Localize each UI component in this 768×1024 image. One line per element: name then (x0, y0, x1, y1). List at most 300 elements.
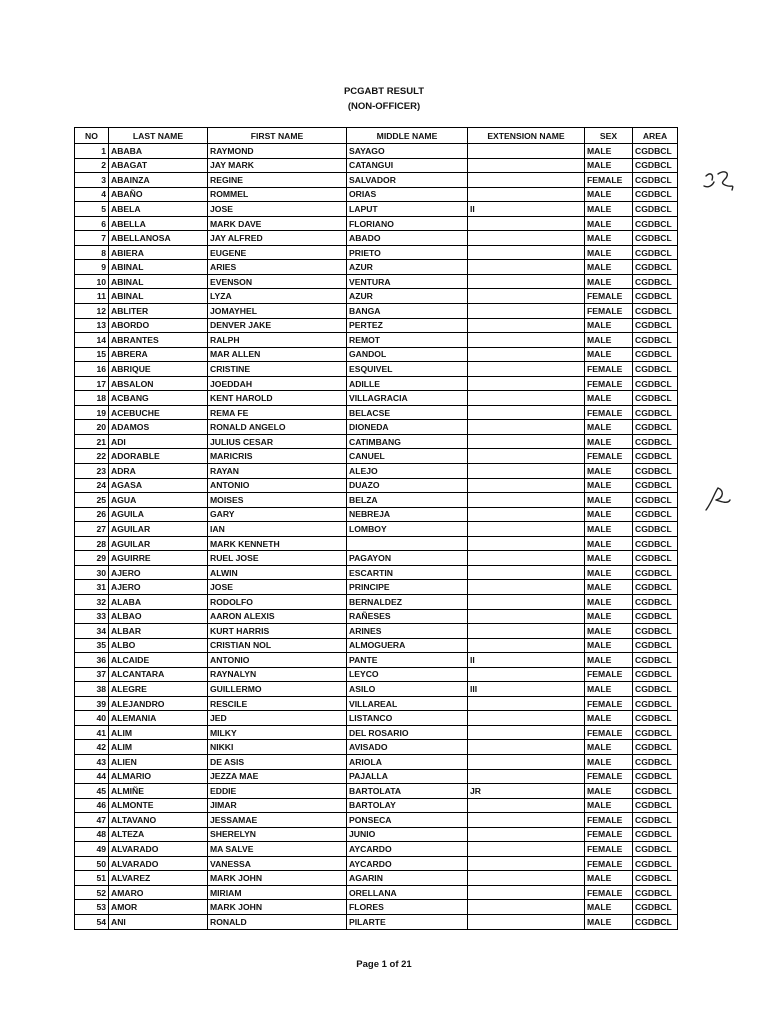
cell-first-name: RODOLFO (208, 594, 347, 609)
cell-last-name: ALVARADO (109, 842, 208, 857)
cell-no: 17 (75, 376, 109, 391)
cell-area: CGDBCL (633, 813, 678, 828)
cell-first-name: MARK JOHN (208, 900, 347, 915)
cell-no: 34 (75, 624, 109, 639)
cell-last-name: ABELLA (109, 216, 208, 231)
cell-extension-name (468, 696, 585, 711)
cell-no: 28 (75, 536, 109, 551)
cell-sex: MALE (585, 187, 633, 202)
cell-last-name: ABAGAT (109, 158, 208, 173)
cell-area: CGDBCL (633, 304, 678, 319)
cell-last-name: AGUA (109, 493, 208, 508)
cell-extension-name (468, 216, 585, 231)
cell-last-name: ABLITER (109, 304, 208, 319)
cell-middle-name: BERNALDEZ (347, 594, 468, 609)
cell-extension-name (468, 464, 585, 479)
cell-last-name: ABELLANOSA (109, 231, 208, 246)
cell-no: 13 (75, 318, 109, 333)
cell-last-name: ADAMOS (109, 420, 208, 435)
cell-last-name: ALIM (109, 740, 208, 755)
cell-middle-name: ALMOGUERA (347, 638, 468, 653)
cell-sex: MALE (585, 245, 633, 260)
cell-sex: MALE (585, 798, 633, 813)
cell-last-name: ALVAREZ (109, 871, 208, 886)
cell-sex: MALE (585, 347, 633, 362)
cell-extension-name (468, 711, 585, 726)
cell-no: 24 (75, 478, 109, 493)
cell-middle-name: AYCARDO (347, 842, 468, 857)
table-row (75, 813, 678, 828)
table-row (75, 740, 678, 755)
cell-no: 6 (75, 216, 109, 231)
cell-extension-name: II (468, 202, 585, 217)
cell-no: 46 (75, 798, 109, 813)
cell-first-name: RESCILE (208, 696, 347, 711)
cell-middle-name: LAPUT (347, 202, 468, 217)
cell-first-name: KURT HARRIS (208, 624, 347, 639)
cell-first-name: AARON ALEXIS (208, 609, 347, 624)
cell-no: 2 (75, 158, 109, 173)
cell-last-name: ABORDO (109, 318, 208, 333)
cell-first-name: GUILLERMO (208, 682, 347, 697)
cell-first-name: JAY MARK (208, 158, 347, 173)
cell-extension-name (468, 827, 585, 842)
cell-extension-name (468, 231, 585, 246)
cell-middle-name: AGARIN (347, 871, 468, 886)
cell-sex: MALE (585, 565, 633, 580)
cell-last-name: ALTAVANO (109, 813, 208, 828)
cell-first-name: MARK JOHN (208, 871, 347, 886)
cell-area: CGDBCL (633, 493, 678, 508)
cell-last-name: AGUILA (109, 507, 208, 522)
cell-extension-name (468, 318, 585, 333)
cell-area: CGDBCL (633, 333, 678, 348)
cell-extension-name (468, 551, 585, 566)
cell-last-name: AJERO (109, 580, 208, 595)
header-no: NO (75, 128, 109, 144)
cell-sex: MALE (585, 754, 633, 769)
cell-area: CGDBCL (633, 274, 678, 289)
cell-area: CGDBCL (633, 565, 678, 580)
cell-area: CGDBCL (633, 653, 678, 668)
cell-no: 27 (75, 522, 109, 537)
cell-no: 20 (75, 420, 109, 435)
cell-extension-name (468, 245, 585, 260)
cell-area: CGDBCL (633, 187, 678, 202)
cell-first-name: REGINE (208, 173, 347, 188)
cell-no: 10 (75, 274, 109, 289)
cell-middle-name: BARTOLATA (347, 784, 468, 799)
table-row (75, 420, 678, 435)
cell-no: 14 (75, 333, 109, 348)
cell-extension-name (468, 885, 585, 900)
cell-first-name: DENVER JAKE (208, 318, 347, 333)
cell-extension-name (468, 507, 585, 522)
cell-no: 9 (75, 260, 109, 275)
cell-sex: FEMALE (585, 449, 633, 464)
cell-middle-name: CATANGUI (347, 158, 468, 173)
cell-sex: MALE (585, 493, 633, 508)
cell-area: CGDBCL (633, 260, 678, 275)
cell-last-name: ABABA (109, 144, 208, 159)
cell-sex: MALE (585, 653, 633, 668)
cell-extension-name (468, 144, 585, 159)
cell-extension-name: II (468, 653, 585, 668)
cell-extension-name (468, 740, 585, 755)
cell-extension-name (468, 347, 585, 362)
cell-sex: MALE (585, 231, 633, 246)
cell-last-name: AJERO (109, 565, 208, 580)
cell-last-name: ABELA (109, 202, 208, 217)
cell-last-name: ACBANG (109, 391, 208, 406)
cell-area: CGDBCL (633, 536, 678, 551)
cell-no: 45 (75, 784, 109, 799)
cell-middle-name: BELACSE (347, 405, 468, 420)
cell-middle-name: AYCARDO (347, 856, 468, 871)
cell-sex: FEMALE (585, 289, 633, 304)
cell-middle-name: BARTOLAY (347, 798, 468, 813)
cell-first-name: JAY ALFRED (208, 231, 347, 246)
cell-last-name: ALMARIO (109, 769, 208, 784)
cell-area: CGDBCL (633, 391, 678, 406)
cell-last-name: ABAINZA (109, 173, 208, 188)
cell-area: CGDBCL (633, 696, 678, 711)
cell-area: CGDBCL (633, 784, 678, 799)
cell-middle-name: LOMBOY (347, 522, 468, 537)
cell-area: CGDBCL (633, 464, 678, 479)
cell-last-name: ALBAR (109, 624, 208, 639)
cell-area: CGDBCL (633, 376, 678, 391)
cell-first-name: JESSAMAE (208, 813, 347, 828)
cell-extension-name (468, 420, 585, 435)
cell-first-name: JEZZA MAE (208, 769, 347, 784)
cell-no: 12 (75, 304, 109, 319)
cell-area: CGDBCL (633, 405, 678, 420)
cell-area: CGDBCL (633, 798, 678, 813)
cell-no: 32 (75, 594, 109, 609)
table-row (75, 260, 678, 275)
cell-extension-name (468, 274, 585, 289)
cell-extension-name: III (468, 682, 585, 697)
cell-middle-name: NEBREJA (347, 507, 468, 522)
header-middle-name: MIDDLE NAME (347, 128, 468, 144)
cell-area: CGDBCL (633, 202, 678, 217)
cell-extension-name (468, 173, 585, 188)
cell-middle-name: ESCARTIN (347, 565, 468, 580)
cell-extension-name (468, 798, 585, 813)
cell-middle-name: ARIOLA (347, 754, 468, 769)
cell-last-name: ALEGRE (109, 682, 208, 697)
cell-first-name: ARIES (208, 260, 347, 275)
cell-sex: MALE (585, 784, 633, 799)
cell-area: CGDBCL (633, 144, 678, 159)
cell-sex: MALE (585, 682, 633, 697)
cell-no: 1 (75, 144, 109, 159)
cell-area: CGDBCL (633, 871, 678, 886)
cell-first-name: ROMMEL (208, 187, 347, 202)
cell-middle-name: CATIMBANG (347, 434, 468, 449)
cell-extension-name (468, 900, 585, 915)
table-row (75, 871, 678, 886)
cell-extension-name (468, 769, 585, 784)
cell-area: CGDBCL (633, 594, 678, 609)
cell-area: CGDBCL (633, 347, 678, 362)
cell-sex: MALE (585, 318, 633, 333)
cell-last-name: ALABA (109, 594, 208, 609)
cell-first-name: RONALD (208, 914, 347, 929)
cell-first-name: JOEDDAH (208, 376, 347, 391)
cell-first-name: JED (208, 711, 347, 726)
table-row (75, 536, 678, 551)
cell-middle-name: VILLAGRACIA (347, 391, 468, 406)
cell-middle-name: ALEJO (347, 464, 468, 479)
cell-area: CGDBCL (633, 318, 678, 333)
cell-area: CGDBCL (633, 478, 678, 493)
cell-area: CGDBCL (633, 289, 678, 304)
cell-first-name: SHERELYN (208, 827, 347, 842)
cell-first-name: JOMAYHEL (208, 304, 347, 319)
cell-no: 47 (75, 813, 109, 828)
table-body (75, 144, 678, 930)
cell-area: CGDBCL (633, 711, 678, 726)
cell-last-name: ABSALON (109, 376, 208, 391)
cell-sex: MALE (585, 274, 633, 289)
cell-middle-name: ARINES (347, 624, 468, 639)
cell-sex: FEMALE (585, 667, 633, 682)
cell-extension-name (468, 624, 585, 639)
cell-no: 35 (75, 638, 109, 653)
table-row (75, 464, 678, 479)
table-row (75, 682, 678, 697)
table-row (75, 827, 678, 842)
cell-sex: MALE (585, 624, 633, 639)
cell-extension-name (468, 493, 585, 508)
cell-sex: FEMALE (585, 173, 633, 188)
cell-middle-name: ASILO (347, 682, 468, 697)
table-row (75, 784, 678, 799)
cell-middle-name: AVISADO (347, 740, 468, 755)
table-row (75, 551, 678, 566)
cell-sex: FEMALE (585, 725, 633, 740)
cell-first-name: RONALD ANGELO (208, 420, 347, 435)
cell-middle-name: DUAZO (347, 478, 468, 493)
cell-extension-name (468, 565, 585, 580)
table-row (75, 725, 678, 740)
document-subtitle: (NON-OFFICER) (347, 101, 421, 112)
cell-last-name: AGUILAR (109, 536, 208, 551)
cell-no: 25 (75, 493, 109, 508)
cell-extension-name (468, 842, 585, 857)
cell-area: CGDBCL (633, 580, 678, 595)
cell-no: 52 (75, 885, 109, 900)
table-row (75, 478, 678, 493)
cell-area: CGDBCL (633, 754, 678, 769)
cell-sex: MALE (585, 522, 633, 537)
cell-extension-name (468, 362, 585, 377)
cell-no: 4 (75, 187, 109, 202)
cell-area: CGDBCL (633, 842, 678, 857)
cell-last-name: ACEBUCHE (109, 405, 208, 420)
table-row (75, 653, 678, 668)
table-row (75, 333, 678, 348)
cell-extension-name (468, 914, 585, 929)
cell-first-name: MIRIAM (208, 885, 347, 900)
cell-last-name: ALVARADO (109, 856, 208, 871)
cell-middle-name: PAGAYON (347, 551, 468, 566)
cell-sex: MALE (585, 216, 633, 231)
cell-first-name: EUGENE (208, 245, 347, 260)
cell-middle-name: REMOT (347, 333, 468, 348)
cell-last-name: ALEJANDRO (109, 696, 208, 711)
table-row (75, 347, 678, 362)
cell-no: 22 (75, 449, 109, 464)
cell-last-name: ALMIÑE (109, 784, 208, 799)
cell-middle-name: VILLAREAL (347, 696, 468, 711)
cell-no: 37 (75, 667, 109, 682)
cell-area: CGDBCL (633, 885, 678, 900)
table-row (75, 449, 678, 464)
cell-no: 15 (75, 347, 109, 362)
cell-no: 23 (75, 464, 109, 479)
cell-first-name: MILKY (208, 725, 347, 740)
cell-area: CGDBCL (633, 216, 678, 231)
cell-area: CGDBCL (633, 507, 678, 522)
table-row (75, 391, 678, 406)
cell-no: 19 (75, 405, 109, 420)
cell-first-name: MA SALVE (208, 842, 347, 857)
cell-last-name: ANI (109, 914, 208, 929)
document-title: PCGABT RESULT (343, 86, 425, 97)
cell-first-name: RUEL JOSE (208, 551, 347, 566)
cell-first-name: ALWIN (208, 565, 347, 580)
cell-first-name: CRISTINE (208, 362, 347, 377)
cell-extension-name (468, 391, 585, 406)
cell-sex: MALE (585, 478, 633, 493)
cell-first-name: RAYMOND (208, 144, 347, 159)
cell-first-name: MARK KENNETH (208, 536, 347, 551)
cell-middle-name: JUNIO (347, 827, 468, 842)
cell-area: CGDBCL (633, 624, 678, 639)
table-row (75, 624, 678, 639)
cell-last-name: ALEMANIA (109, 711, 208, 726)
cell-last-name: AGUIRRE (109, 551, 208, 566)
cell-extension-name (468, 478, 585, 493)
table-row (75, 202, 678, 217)
cell-middle-name: LISTANCO (347, 711, 468, 726)
cell-no: 26 (75, 507, 109, 522)
cell-first-name: KENT HAROLD (208, 391, 347, 406)
table-row (75, 289, 678, 304)
cell-area: CGDBCL (633, 769, 678, 784)
cell-sex: MALE (585, 609, 633, 624)
table-row (75, 769, 678, 784)
cell-middle-name: RAÑESES (347, 609, 468, 624)
cell-area: CGDBCL (633, 522, 678, 537)
cell-no: 3 (75, 173, 109, 188)
table-row (75, 856, 678, 871)
cell-sex: MALE (585, 158, 633, 173)
cell-no: 49 (75, 842, 109, 857)
cell-no: 43 (75, 754, 109, 769)
cell-first-name: MARK DAVE (208, 216, 347, 231)
cell-no: 54 (75, 914, 109, 929)
cell-sex: FEMALE (585, 827, 633, 842)
cell-area: CGDBCL (633, 551, 678, 566)
cell-first-name: GARY (208, 507, 347, 522)
cell-sex: FEMALE (585, 856, 633, 871)
table-row (75, 304, 678, 319)
cell-sex: MALE (585, 900, 633, 915)
cell-middle-name: AZUR (347, 260, 468, 275)
table-row (75, 173, 678, 188)
table-row (75, 274, 678, 289)
cell-area: CGDBCL (633, 667, 678, 682)
cell-middle-name: LEYCO (347, 667, 468, 682)
cell-first-name: LYZA (208, 289, 347, 304)
cell-no: 33 (75, 609, 109, 624)
cell-extension-name (468, 289, 585, 304)
cell-middle-name: PERTEZ (347, 318, 468, 333)
cell-no: 11 (75, 289, 109, 304)
cell-last-name: ABINAL (109, 274, 208, 289)
cell-sex: FEMALE (585, 813, 633, 828)
cell-sex: MALE (585, 391, 633, 406)
cell-extension-name (468, 376, 585, 391)
results-table (74, 127, 678, 930)
cell-area: CGDBCL (633, 231, 678, 246)
cell-first-name: RAYAN (208, 464, 347, 479)
header-extension-name: EXTENSION NAME (468, 128, 585, 144)
cell-extension-name (468, 522, 585, 537)
cell-sex: FEMALE (585, 885, 633, 900)
page-number: Page 1 of 21 (356, 959, 412, 970)
table-row (75, 318, 678, 333)
cell-sex: MALE (585, 871, 633, 886)
table-row (75, 144, 678, 159)
header-first-name: FIRST NAME (208, 128, 347, 144)
handwritten-check-mark (700, 480, 736, 516)
cell-first-name: CRISTIAN NOL (208, 638, 347, 653)
cell-first-name: EVENSON (208, 274, 347, 289)
cell-area: CGDBCL (633, 900, 678, 915)
cell-first-name: ANTONIO (208, 478, 347, 493)
cell-first-name: JOSE (208, 202, 347, 217)
cell-sex: MALE (585, 144, 633, 159)
cell-area: CGDBCL (633, 914, 678, 929)
cell-first-name: MAR ALLEN (208, 347, 347, 362)
cell-area: CGDBCL (633, 609, 678, 624)
handwritten-initial-mark (700, 166, 742, 196)
cell-area: CGDBCL (633, 362, 678, 377)
cell-first-name: RAYNALYN (208, 667, 347, 682)
table-row (75, 507, 678, 522)
cell-sex: MALE (585, 333, 633, 348)
cell-sex: FEMALE (585, 376, 633, 391)
cell-middle-name: FLORIANO (347, 216, 468, 231)
cell-middle-name: SAYAGO (347, 144, 468, 159)
cell-first-name: VANESSA (208, 856, 347, 871)
cell-last-name: AMARO (109, 885, 208, 900)
cell-extension-name (468, 333, 585, 348)
cell-sex: MALE (585, 711, 633, 726)
cell-first-name: DE ASIS (208, 754, 347, 769)
cell-last-name: ADRA (109, 464, 208, 479)
cell-middle-name: ORIAS (347, 187, 468, 202)
cell-last-name: ALMONTE (109, 798, 208, 813)
cell-extension-name (468, 638, 585, 653)
header-last-name: LAST NAME (109, 128, 208, 144)
table-row (75, 565, 678, 580)
